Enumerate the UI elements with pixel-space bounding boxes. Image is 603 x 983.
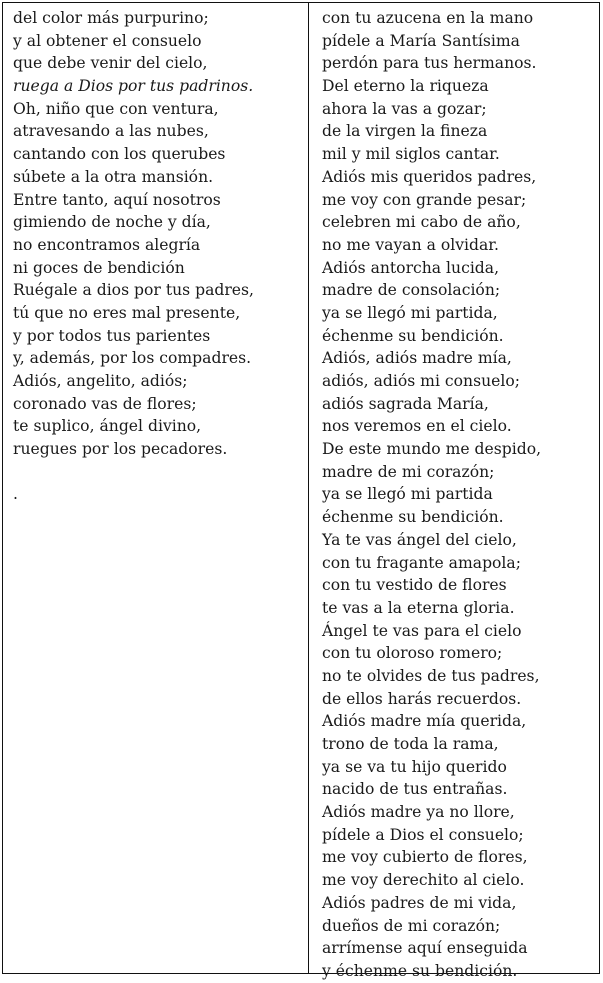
verse-line: de la virgen la fineza: [322, 122, 488, 141]
verse-line: Ya te vas ángel del cielo,: [322, 530, 517, 549]
verse-line: súbete a la otra mansión.: [13, 167, 214, 186]
verse-line: échenme su bendición.: [322, 326, 504, 345]
verse-line: no encontramos alegría: [13, 235, 201, 254]
blank-line: [13, 461, 308, 484]
left-column: [3, 3, 309, 973]
verse-line-italic: ruega a Dios por tus padrinos.: [13, 77, 254, 96]
verse-line: con tu fragante amapola;: [322, 553, 521, 572]
verse-line: te suplico, ángel divino,: [13, 417, 202, 436]
verse-line: ruegues por los pecadores.: [13, 440, 228, 459]
verse-line: ahora la vas a gozar;: [322, 99, 487, 118]
verse-line: ya se va tu hijo querido: [322, 757, 507, 776]
verse-line: coronado vas de flores;: [13, 394, 197, 413]
verse-line: pídele a Dios el consuelo;: [322, 825, 524, 844]
verse-line: me voy cubierto de flores,: [322, 848, 528, 867]
verse-line: nos veremos en el cielo.: [322, 417, 512, 436]
poem-table: [2, 2, 600, 980]
trailing-mark: .: [13, 485, 18, 504]
verse-line: ya se llegó mi partida: [322, 485, 493, 504]
verse-line: tú que no eres mal presente,: [13, 303, 241, 322]
verse-line: mil y mil siglos cantar.: [322, 145, 500, 164]
verse-line: no te olvides de tus padres,: [322, 666, 540, 685]
verse-line: arrímense aquí enseguida: [322, 939, 528, 958]
verse-line: madre de mi corazón;: [322, 462, 495, 481]
verse-line: Adiós madre mía querida,: [322, 712, 527, 731]
verse-line: con tu oloroso romero;: [322, 644, 503, 663]
verse-line: de ellos harás recuerdos.: [322, 689, 522, 708]
verse-line: Adiós, adiós madre mía,: [322, 349, 512, 368]
verse-line: celebren mi cabo de año,: [322, 213, 521, 232]
verse-line: trono de toda la rama,: [322, 735, 499, 753]
verse-line: Adiós madre ya no llore,: [322, 803, 515, 822]
right-column: [309, 3, 599, 980]
verse-line: te vas a la eterna gloria.: [322, 598, 515, 617]
verse-line: perdón para tus hermanos.: [322, 54, 537, 73]
verse-line: Adiós mis queridos padres,: [322, 167, 537, 186]
verse-line: gimiendo de noche y día,: [13, 213, 211, 232]
verse-line: ni goces de bendición: [13, 258, 185, 277]
verse-line: adiós sagrada María,: [322, 394, 489, 413]
verse-line: y por todos tus parientes: [13, 326, 211, 345]
verse-line: Ángel te vas para el cielo: [322, 621, 522, 640]
verse-line: Adiós padres de mi vida,: [322, 893, 517, 912]
verse-line: que debe venir del cielo,: [13, 54, 208, 73]
verse-line: me voy con grande pesar;: [322, 190, 527, 209]
verse-line: me voy derechito al cielo.: [322, 871, 525, 890]
verse-line: De este mundo me despido,: [322, 440, 542, 459]
verse-line: pídele a María Santísima: [322, 31, 520, 50]
verse-line: del color más purpurino;: [13, 9, 209, 27]
verse-line: y, además, por los compadres.: [13, 349, 252, 368]
verse-line: Adiós, angelito, adiós;: [13, 372, 188, 390]
verse-line: Oh, niño que con ventura,: [13, 99, 219, 118]
verse-line: nacido de tus entrañas.: [322, 780, 508, 799]
verse-line: Del eterno la riqueza: [322, 77, 489, 96]
verse-line: cantando con los querubes: [13, 145, 226, 164]
verse-line: adiós, adiós mi consuelo;: [322, 372, 520, 390]
verse-line: Adiós antorcha lucida,: [322, 258, 500, 277]
verse-line: no me vayan a olvidar.: [322, 235, 499, 254]
verse-line: con tu azucena en la mano: [322, 9, 534, 27]
verse-line: Entre tanto, aquí nosotros: [13, 190, 221, 209]
verse-line: échenme su bendición.: [322, 508, 504, 527]
verse-line: y échenme su bendición.: [322, 961, 518, 980]
verse-line: Ruégale a dios por tus padres,: [13, 281, 254, 300]
verse-line: con tu vestido de flores: [322, 576, 507, 595]
verse-line: y al obtener el consuelo: [13, 31, 202, 50]
verse-line: atravesando a las nubes,: [13, 122, 209, 141]
verse-line: dueños de mi corazón;: [322, 916, 501, 935]
verse-line: madre de consolación;: [322, 281, 501, 300]
verse-line: ya se llegó mi partida,: [322, 303, 498, 322]
